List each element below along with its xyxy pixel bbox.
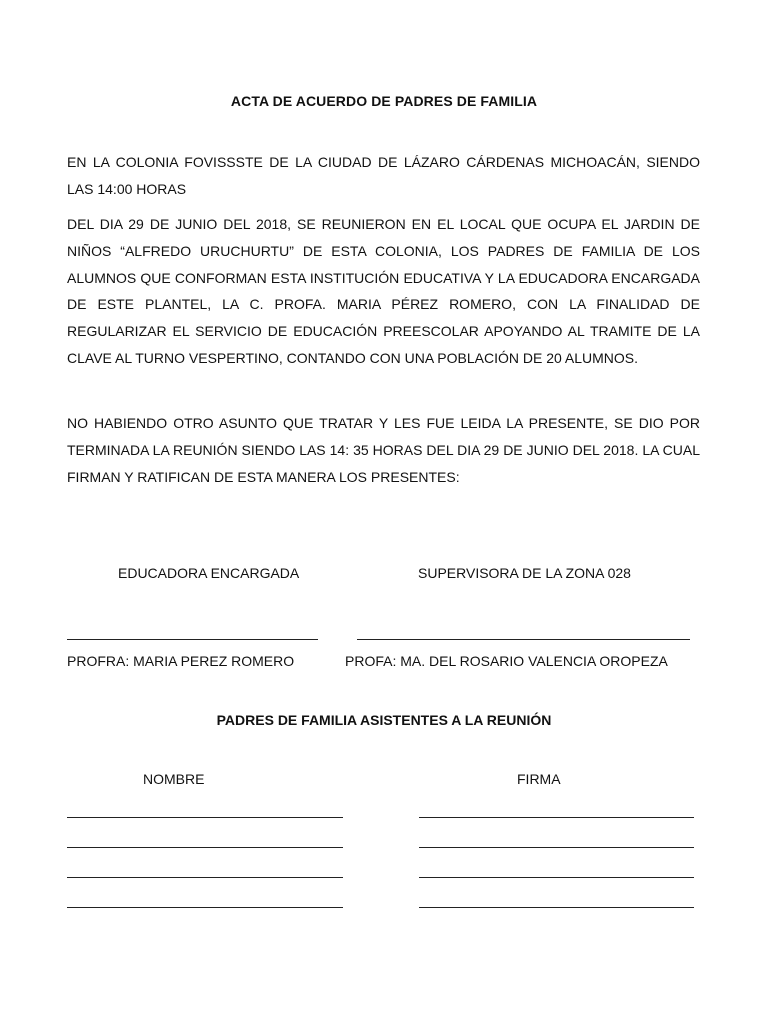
paragraph-1: EN LA COLONIA FOVISSSTE DE LA CIUDAD DE LÁZARO CÁRDENAS MICHOACÁN, SIENDO LAS 14:00 HORAS — [67, 154, 700, 197]
paragraph-2: DEL DIA 29 DE JUNIO DEL 2018, SE REUNIERON EN EL LOCAL QUE OCUPA EL JARDIN DE NIÑOS “ALFREDO URUCHURTU” DE ESTA COLONIA, LOS PADRES DE FAMILIA DE LOS ALUMNOS QUE CONFORMAN ESTA INSTITUCIÓN EDUCATIVA Y LA EDUCADORA ENCARGADA DE ESTE PLANTEL, LA C. PROFA. MARIA PÉREZ ROMERO, CON LA FINALIDAD DE REGULARIZAR EL SERVICIO DE EDUCACIÓN PREESCOLAR APOYANDO AL TRAMITE DE LA CLAVE AL TURNO VESPERTINO, CONTANDO CON UNA POBLACIÓN DE 20 ALUMNOS. — [67, 216, 700, 366]
supervisora-signature-line — [357, 639, 690, 640]
attendee-name-line — [67, 907, 343, 908]
attendee-name-line — [67, 847, 343, 848]
paragraph-3: NO HABIENDO OTRO ASUNTO QUE TRATAR Y LES FUE LEIDA LA PRESENTE, SE DIO POR TERMINADA LA REUNIÓN SIENDO LAS 14: 35 HORAS DEL DIA 29 DE JUNIO DEL 2018. LA CUAL FIRMAN Y RATIFICAN DE ESTA MANERA LOS PRESENTES: — [67, 415, 700, 485]
name-column-header: NOMBRE — [143, 771, 205, 787]
attendees-title: PADRES DE FAMILIA ASISTENTES A LA REUNIÓN — [216, 712, 552, 728]
educadora-name: PROFRA: MARIA PEREZ ROMERO — [67, 653, 295, 669]
attendee-signature-line — [419, 817, 694, 818]
signature-column-header: FIRMA — [517, 771, 561, 787]
attendee-name-line — [67, 817, 343, 818]
attendee-signature-line — [419, 847, 694, 848]
supervisora-name: PROFA: MA. DEL ROSARIO VALENCIA OROPEZA — [345, 653, 668, 669]
attendee-name-line — [67, 877, 343, 878]
educadora-role-label: EDUCADORA ENCARGADA — [118, 565, 300, 581]
supervisora-role-label: SUPERVISORA DE LA ZONA 028 — [418, 565, 631, 581]
educadora-signature-line — [67, 639, 318, 640]
document-title: ACTA DE ACUERDO DE PADRES DE FAMILIA — [230, 93, 538, 109]
attendee-signature-line — [419, 877, 694, 878]
attendee-signature-line — [419, 907, 694, 908]
